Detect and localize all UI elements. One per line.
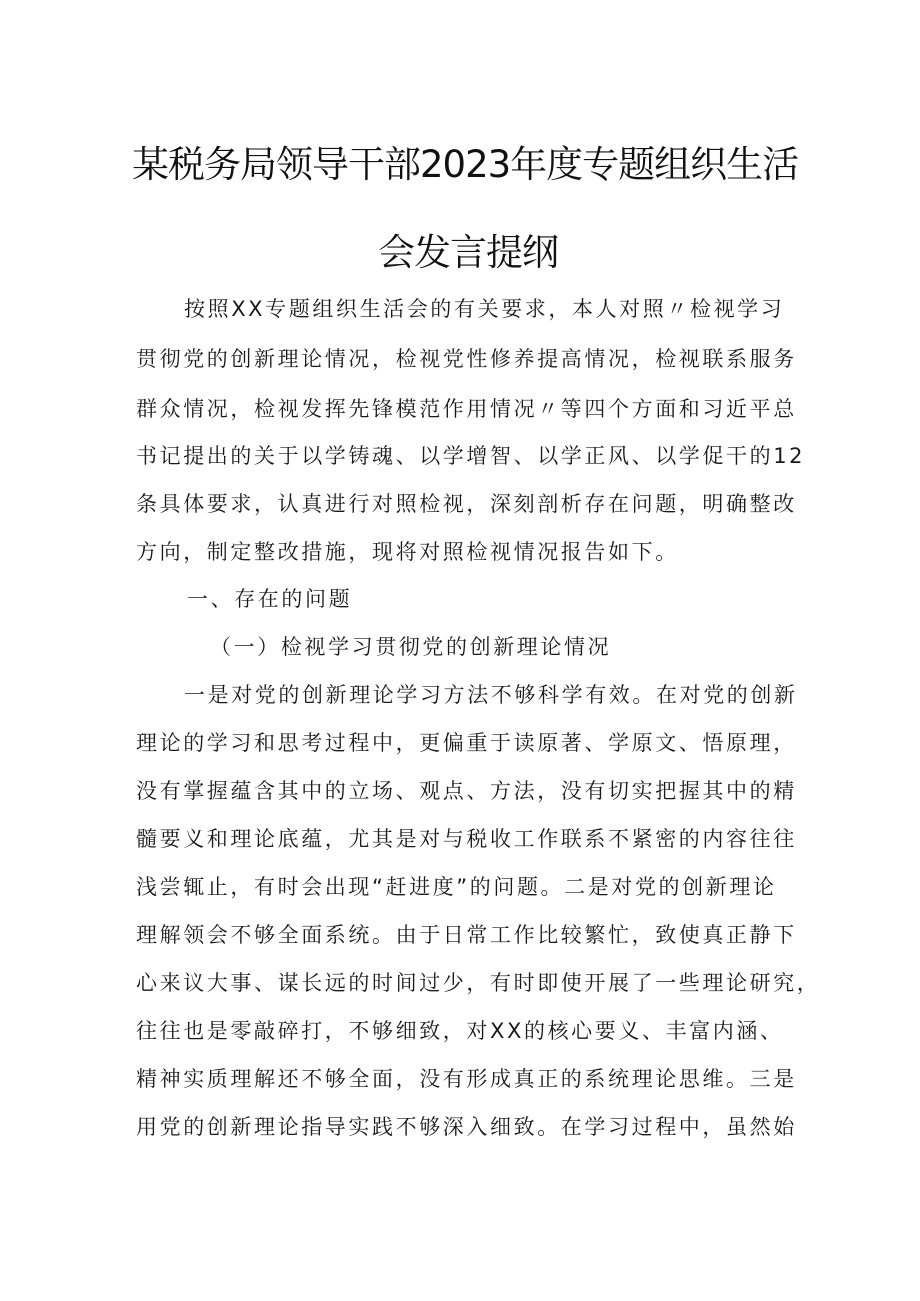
body-line: 按照XX专题组织生活会的有关要求，本人对照〃检视学习: [184, 297, 785, 321]
body-line: 精神实质理解还不够全面，没有形成真正的系统理论思维。三是: [136, 1067, 797, 1091]
body-line: 往往也是零敲碎打，不够细致，对XX的核心要义、丰富内涵、: [136, 1019, 784, 1043]
body-line: 群众情况，检视发挥先锋模范作用情况〃等四个方面和习近平总: [136, 397, 797, 421]
body-line: 理论的学习和思考过程中，更偏重于读原著、学原文、悟原理，: [136, 731, 797, 755]
body-line: 一是对党的创新理论学习方法不够科学有效。在对党的创新: [184, 683, 798, 707]
body-line: 髓要义和理论底蕴，尤其是对与税收工作联系不紧密的内容往往: [136, 827, 797, 851]
body-line: 理解领会不够全面系统。由于日常工作比较繁忙，致使真正静下: [136, 923, 797, 947]
body-line: 贯彻党的创新理论情况，检视党性修养提高情况，检视联系服务: [136, 347, 797, 371]
body-line: 浅尝辄止，有时会出现“赶进度”的问题。二是对党的创新理论: [136, 875, 777, 899]
document-title-line-2: 会发言提纲: [378, 231, 558, 274]
body-line: 心来议大事、谋长远的时间过少，有时即使开展了一些理论研究，: [136, 971, 821, 995]
document-title-line-1: 某税务局领导干部2023年度专题组织生活: [132, 143, 799, 186]
body-line: 方向，制定整改措施，现将对照检视情况报告如下。: [136, 540, 679, 564]
body-line: 没有掌握蕴含其中的立场、观点、方法，没有切实把握其中的精: [136, 779, 797, 803]
section-heading: 一、存在的问题: [187, 587, 353, 611]
subsection-heading: （一）检视学习贯彻党的创新理论情况: [210, 635, 612, 659]
body-line: 用党的创新理论指导实践不够深入细致。在学习过程中，虽然始: [136, 1115, 797, 1139]
body-line: 条具体要求，认真进行对照检视，深刻剖析存在问题，明确整改: [136, 492, 797, 516]
body-line: 书记提出的关于以学铸魂、以学增智、以学正风、以学促干的12: [136, 444, 806, 468]
